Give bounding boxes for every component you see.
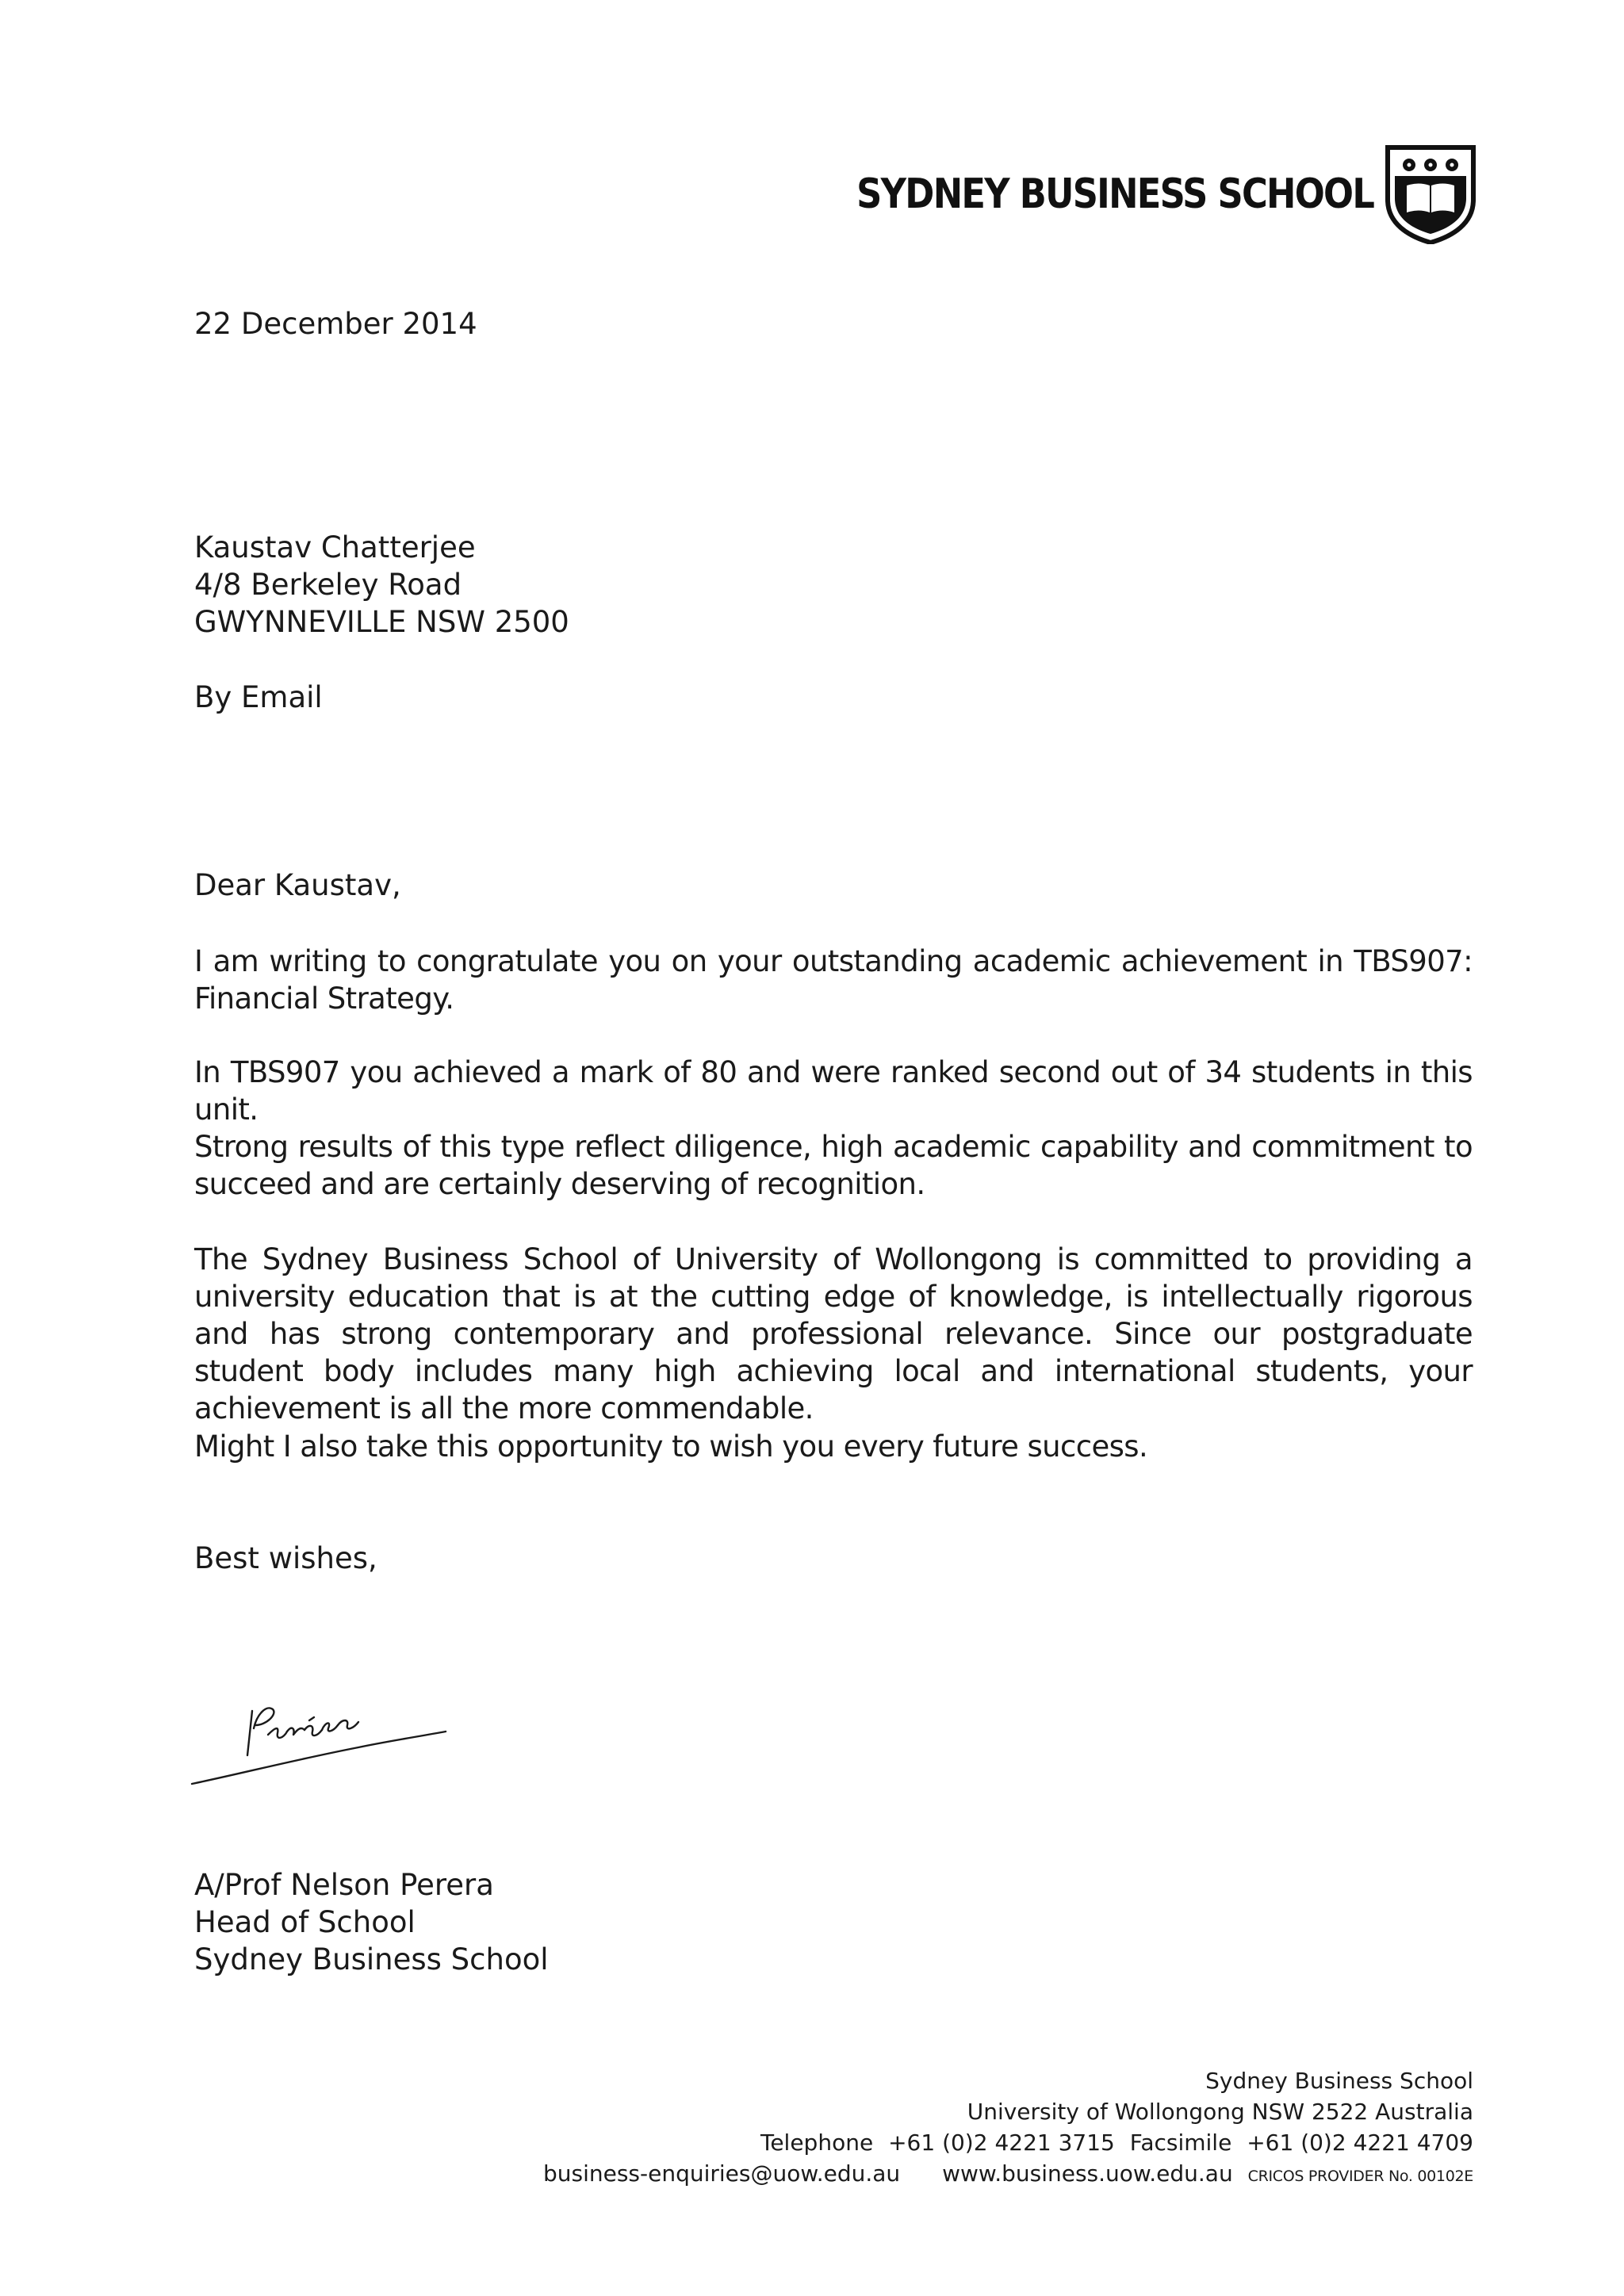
footer-contact — [535, 2158, 1473, 2192]
recipient-name: Kaustav Chatterjee — [194, 530, 476, 564]
footer-school-name: Sydney Business School — [1205, 2068, 1473, 2094]
paragraph-future-success: Might I also take this opportunity to wish you every future success. — [194, 1429, 1148, 1464]
signatory-name: A/Prof Nelson Perera — [194, 1868, 494, 1902]
signatory-block — [194, 1866, 549, 1978]
signatory-organisation: Sydney Business School — [194, 1942, 549, 1976]
paragraph-congratulations: I am writing to congratulate you on your outstanding academic achievement in TBS907: Financial Strategy. — [194, 944, 1473, 1016]
telephone-number: +61 (0)2 4221 3715 — [888, 2130, 1115, 2156]
delivery-method: By Email — [194, 680, 323, 714]
footer-phone-fax — [535, 2127, 1473, 2158]
letterhead — [772, 143, 1477, 246]
email-link[interactable]: business-enquiries@uow.edu.au — [542, 2160, 901, 2187]
handwritten-signature — [190, 1673, 452, 1788]
cricos-number: CRICOS PROVIDER No. 00102E — [1247, 2168, 1473, 2185]
letter-date: 22 December 2014 — [194, 307, 477, 341]
letter-footer — [535, 2065, 1473, 2192]
paragraph-result: In TBS907 you achieved a mark of 80 and were ranked second out of 34 students in this unit. — [194, 1055, 1473, 1127]
telephone-label: Telephone — [760, 2130, 874, 2156]
recipient-locality: GWYNNEVILLE NSW 2500 — [194, 605, 569, 639]
paragraph-recognition: Strong results of this type reflect diligence, high academic capability and commitment to succeed and are certainly deserving of recognition. — [194, 1130, 1473, 1201]
recipient-address — [194, 529, 569, 641]
shield-crest-icon — [1385, 144, 1477, 244]
website-link[interactable]: www.business.uow.edu.au — [942, 2160, 1233, 2187]
footer-address: University of Wollongong NSW 2522 Australia — [967, 2099, 1473, 2125]
facsimile-number: +61 (0)2 4221 4709 — [1247, 2130, 1473, 2156]
organisation-wordmark: SYDNEY BUSINESS SCHOOL — [856, 170, 1373, 218]
facsimile-label: Facsimile — [1129, 2130, 1232, 2156]
salutation: Dear Kaustav, — [194, 868, 401, 902]
closing: Best wishes, — [194, 1541, 377, 1575]
recipient-street: 4/8 Berkeley Road — [194, 568, 462, 602]
signatory-title: Head of School — [194, 1905, 416, 1939]
paragraph-school-commitment: The Sydney Business School of University of Wollongong is committed to providing a university education that is at the cutting edge of knowledge, is intellectually rigorous and has strong contemporary and professional relevance. Since our postgraduate student body includes many high achieving local and international students, your achievement is all the more commendable. — [194, 1242, 1473, 1425]
